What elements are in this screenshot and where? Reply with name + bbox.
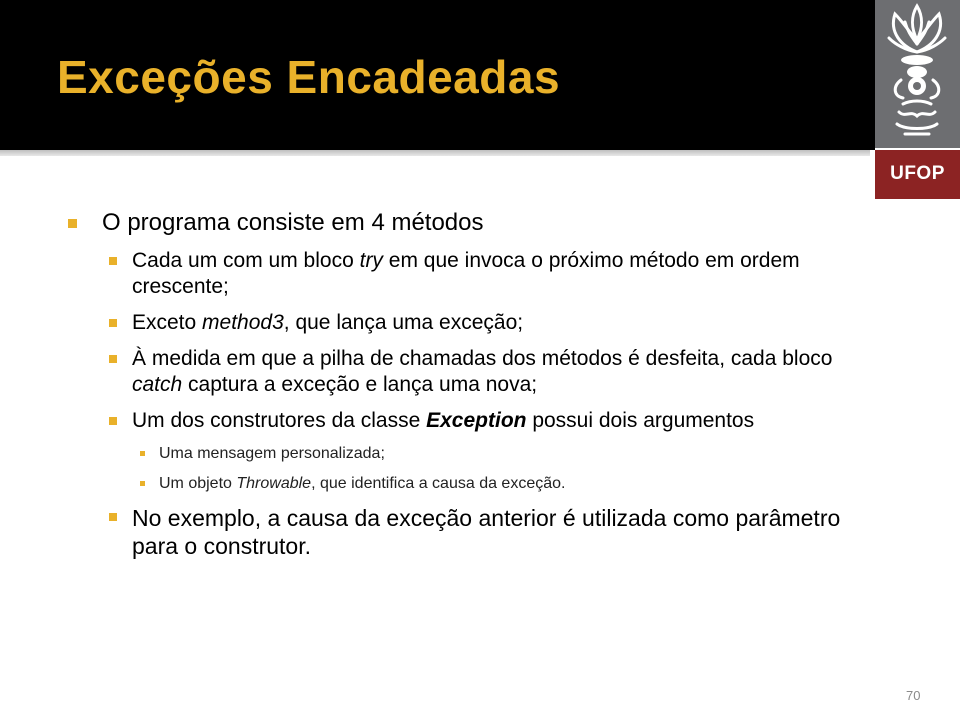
bullet-level2: [62, 248, 872, 300]
ufop-badge: [875, 148, 960, 199]
keyword: try: [359, 249, 383, 272]
slide-title: Exceções Encadeadas: [57, 51, 561, 103]
square-bullet-icon: [109, 513, 117, 521]
square-bullet-icon: [109, 417, 117, 425]
square-bullet-icon: [68, 219, 77, 228]
bullet-text: Uma mensagem personalizada;: [159, 445, 385, 462]
bullet-text: O programa consiste em 4 métodos: [102, 209, 484, 236]
square-bullet-icon: [109, 355, 117, 363]
square-bullet-icon: [109, 319, 117, 327]
bullet-text: , que identifica a causa da exceção.: [311, 475, 566, 492]
page-number: 70: [906, 688, 921, 703]
bullet-level2: [62, 504, 872, 560]
bullet-level1: [62, 208, 872, 238]
bullet-level2: [62, 346, 872, 398]
bullet-text: em que invoca o próximo método em ordem crescente;: [132, 249, 800, 298]
bullet-level2: [62, 408, 872, 434]
bullet-text: Um dos construtores da classe: [132, 409, 427, 432]
bullet-level3: [62, 444, 872, 464]
bullet-level2: [62, 310, 872, 336]
keyword: Throwable: [236, 475, 312, 492]
square-bullet-icon: [109, 257, 117, 265]
bullet-text: Cada um com um bloco: [132, 249, 360, 272]
title-divider: [0, 150, 870, 156]
keyword: Exception: [426, 409, 527, 432]
badge-label: UFOP: [890, 163, 945, 184]
small-square-bullet-icon: [140, 451, 145, 456]
bullet-text: Exceto: [132, 311, 203, 334]
small-square-bullet-icon: [140, 481, 145, 486]
bullet-text: captura a exceção e lança uma nova;: [182, 373, 538, 396]
university-logo: [875, 0, 960, 148]
bullet-text: , que lança uma exceção;: [283, 311, 524, 334]
bullet-text: No exemplo, a causa da exceção anterior é utilizada como parâmetro para o construtor.: [132, 505, 841, 559]
keyword: method3: [202, 311, 284, 334]
bullet-level3: [62, 474, 872, 494]
bullet-text: Um objeto: [159, 475, 237, 492]
slide-body: [62, 208, 872, 570]
bullet-text: possui dois argumentos: [526, 409, 755, 432]
ornament-logo-icon: [875, 0, 960, 148]
bullet-text: À medida em que a pilha de chamadas dos métodos é desfeita, cada bloco: [132, 347, 833, 370]
keyword: catch: [132, 373, 183, 396]
